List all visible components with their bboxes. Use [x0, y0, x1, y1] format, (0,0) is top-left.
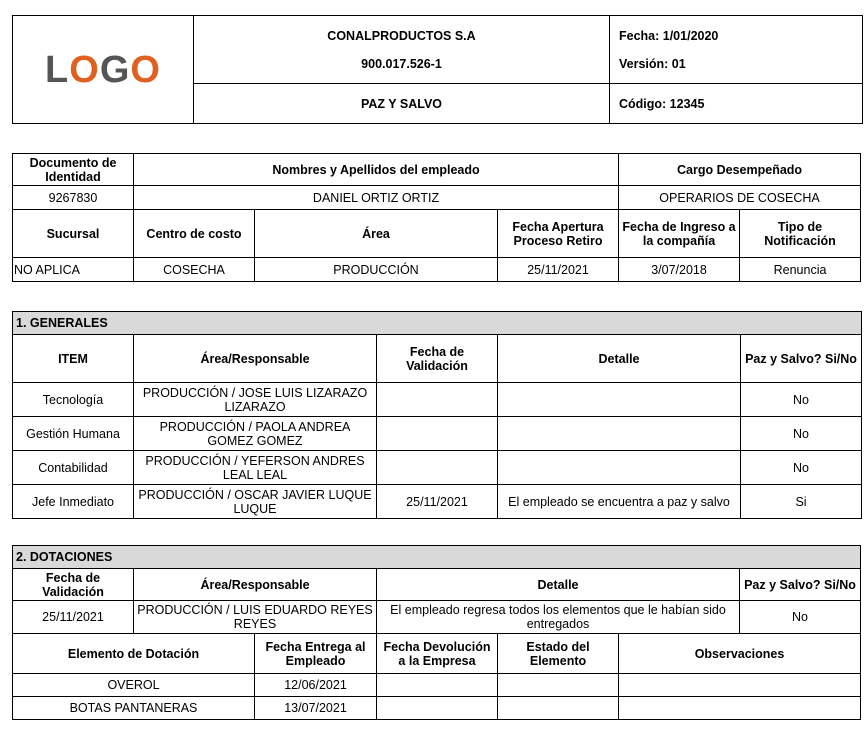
header-tipo: Tipo de Notificación [740, 210, 861, 258]
doc-code: Código: 12345 [610, 84, 863, 124]
section-title-generales: 1. GENERALES [13, 312, 862, 335]
area-cell: PRODUCCIÓN / YEFERSON ANDRES LEAL LEAL [134, 451, 377, 485]
paz-cell: No [741, 383, 862, 417]
generales-table [12, 311, 862, 519]
fecha-cell [377, 451, 498, 485]
header-elemento: Elemento de Dotación [13, 634, 255, 674]
company-nit: 900.017.526-1 [361, 56, 442, 71]
observaciones-cell [619, 674, 861, 697]
detalle-cell: El empleado se encuentra a paz y salvo [498, 485, 741, 519]
nombres-value: DANIEL ORTIZ ORTIZ [134, 186, 619, 210]
estado-cell [498, 674, 619, 697]
header-detalle: Detalle [498, 335, 741, 383]
header-fecha-validacion: Fecha de Validación [377, 335, 498, 383]
header-sucursal: Sucursal [13, 210, 134, 258]
item-cell: Contabilidad [13, 451, 134, 485]
detalle-cell [498, 417, 741, 451]
header-nombres: Nombres y Apellidos del empleado [134, 154, 619, 186]
entrega-cell: 13/07/2021 [255, 697, 377, 720]
header-area-responsable: Área/Responsable [134, 335, 377, 383]
elemento-cell: OVEROL [13, 674, 255, 697]
fecha-apertura-value: 25/11/2021 [498, 258, 619, 282]
observaciones-cell [619, 697, 861, 720]
header-fecha-ingreso: Fecha de Ingreso a la compañía [619, 210, 740, 258]
sucursal-value: NO APLICA [13, 258, 134, 282]
table-row [13, 451, 862, 485]
cargo-value: OPERARIOS DE COSECHA [619, 186, 861, 210]
tipo-value: Renuncia [740, 258, 861, 282]
table-row [13, 674, 861, 697]
fecha-cell [377, 417, 498, 451]
company-name: CONALPRODUCTOS S.A [327, 28, 476, 43]
table-row [13, 697, 861, 720]
doc-date: Fecha: 1/01/2020 [619, 28, 719, 43]
item-cell: Tecnología [13, 383, 134, 417]
fecha-cell: 25/11/2021 [13, 601, 134, 634]
table-row [13, 485, 862, 519]
employee-table [12, 153, 861, 282]
header-area-responsable: Área/Responsable [134, 569, 377, 601]
fecha-ingreso-value: 3/07/2018 [619, 258, 740, 282]
header-observaciones: Observaciones [619, 634, 861, 674]
paz-cell: Si [741, 485, 862, 519]
paz-cell: No [741, 417, 862, 451]
header-table [12, 15, 863, 124]
devolucion-cell [377, 674, 498, 697]
table-row [13, 417, 862, 451]
paz-cell: No [740, 601, 861, 634]
header-fecha-validacion: Fecha de Validación [13, 569, 134, 601]
paz-cell: No [741, 451, 862, 485]
header-documento: Documento de Identidad [13, 154, 134, 186]
header-estado: Estado del Elemento [498, 634, 619, 674]
meta-block [610, 16, 863, 84]
area-value: PRODUCCIÓN [255, 258, 498, 282]
logo: LOGO [13, 16, 194, 124]
entrega-cell: 12/06/2021 [255, 674, 377, 697]
centro-value: COSECHA [134, 258, 255, 282]
item-cell: Jefe Inmediato [13, 485, 134, 519]
dotaciones-table [12, 545, 861, 720]
header-centro: Centro de costo [134, 210, 255, 258]
item-cell: Gestión Humana [13, 417, 134, 451]
estado-cell [498, 697, 619, 720]
header-item: ITEM [13, 335, 134, 383]
fecha-cell: 25/11/2021 [377, 485, 498, 519]
elemento-cell: BOTAS PANTANERAS [13, 697, 255, 720]
header-fecha-apertura: Fecha Apertura Proceso Retiro [498, 210, 619, 258]
header-fecha-devolucion: Fecha Devolución a la Empresa [377, 634, 498, 674]
detalle-cell: El empleado regresa todos los elementos que le habían sido entregados [377, 601, 740, 634]
area-cell: PRODUCCIÓN / LUIS EDUARDO REYES REYES [134, 601, 377, 634]
section-title-dotaciones: 2. DOTACIONES [13, 546, 861, 569]
detalle-cell [498, 451, 741, 485]
header-fecha-entrega: Fecha Entrega al Empleado [255, 634, 377, 674]
header-area: Área [255, 210, 498, 258]
company-block [194, 16, 610, 84]
detalle-cell [498, 383, 741, 417]
area-cell: PRODUCCIÓN / JOSE LUIS LIZARAZO LIZARAZO [134, 383, 377, 417]
table-row [13, 601, 861, 634]
area-cell: PRODUCCIÓN / PAOLA ANDREA GOMEZ GOMEZ [134, 417, 377, 451]
doc-title: PAZ Y SALVO [194, 84, 610, 124]
area-cell: PRODUCCIÓN / OSCAR JAVIER LUQUE LUQUE [134, 485, 377, 519]
header-paz-salvo: Paz y Salvo? Si/No [741, 335, 862, 383]
documento-value: 9267830 [13, 186, 134, 210]
header-cargo: Cargo Desempeñado [619, 154, 861, 186]
fecha-cell [377, 383, 498, 417]
devolucion-cell [377, 697, 498, 720]
table-row [13, 383, 862, 417]
header-paz-salvo: Paz y Salvo? Si/No [740, 569, 861, 601]
doc-version: Versión: 01 [619, 56, 686, 71]
header-detalle: Detalle [377, 569, 740, 601]
